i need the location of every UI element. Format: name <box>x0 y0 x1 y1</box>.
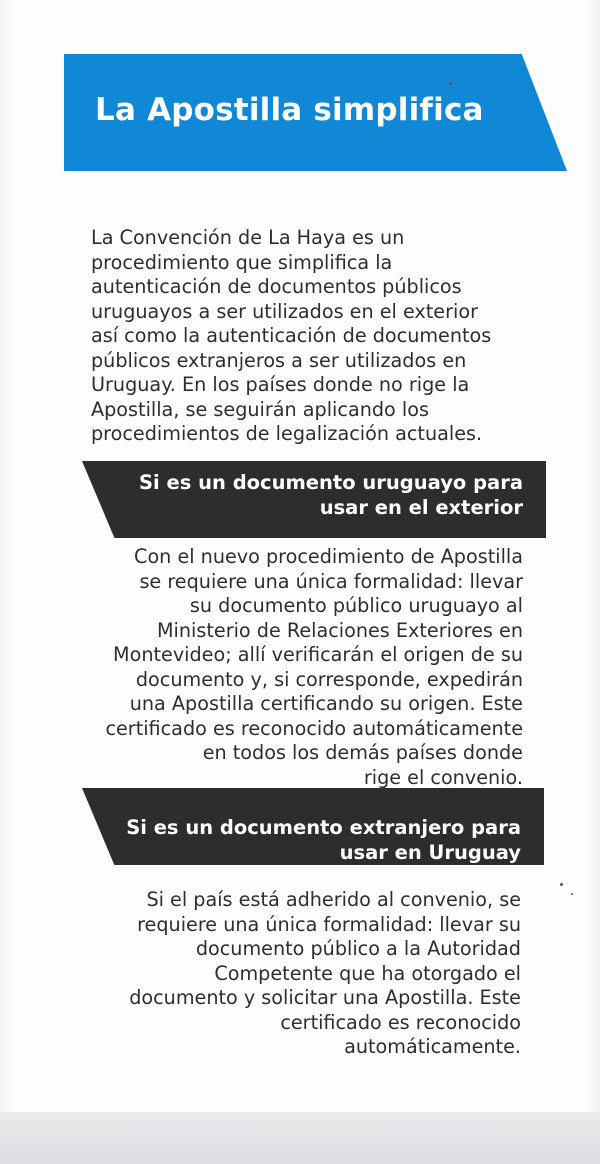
section-heading-uruguayo: Si es un documento uruguayo para usar en el exterior <box>139 471 523 519</box>
print-speck <box>571 893 573 895</box>
section-body-extranjero: Si el país está adherido al convenio, se requiere una única formalidad: llevar su documento público a la Autoridad Competente que ha otorgado el documento y solicitar una Apostilla. Este certificado es reconocido automáticamente. <box>129 888 521 1058</box>
section-body-uruguayo: Con el nuevo procedimiento de Apostilla se requiere una única formalidad: llevar su documento público uruguayo al Ministerio de Relaciones Exteriores en Montevideo; allí verificarán el origen de su documento y, si corresponde, expedirán una Apostilla certificando su origen. Este certificado es reconocido automáticamente en todos los demás países donde rige el convenio. <box>105 545 523 789</box>
page-bottom-strip <box>0 1112 600 1164</box>
section-heading-extranjero: Si es un documento extranjero para usar en Uruguay <box>126 816 521 864</box>
intro-paragraph: La Convención de La Haya es un procedimiento que simplifica la autenticación de documentos públicos uruguayos a ser utilizados en el exterior así como la autenticación de documentos públicos extranjeros a ser utilizados en Uruguay. En los países donde no rige la Apostilla, se seguirán aplicando los procedimientos de legalización actuales. <box>91 226 492 445</box>
page-title: La Apostilla simplifica <box>95 92 484 128</box>
print-speck <box>449 82 452 85</box>
print-speck <box>560 883 563 886</box>
